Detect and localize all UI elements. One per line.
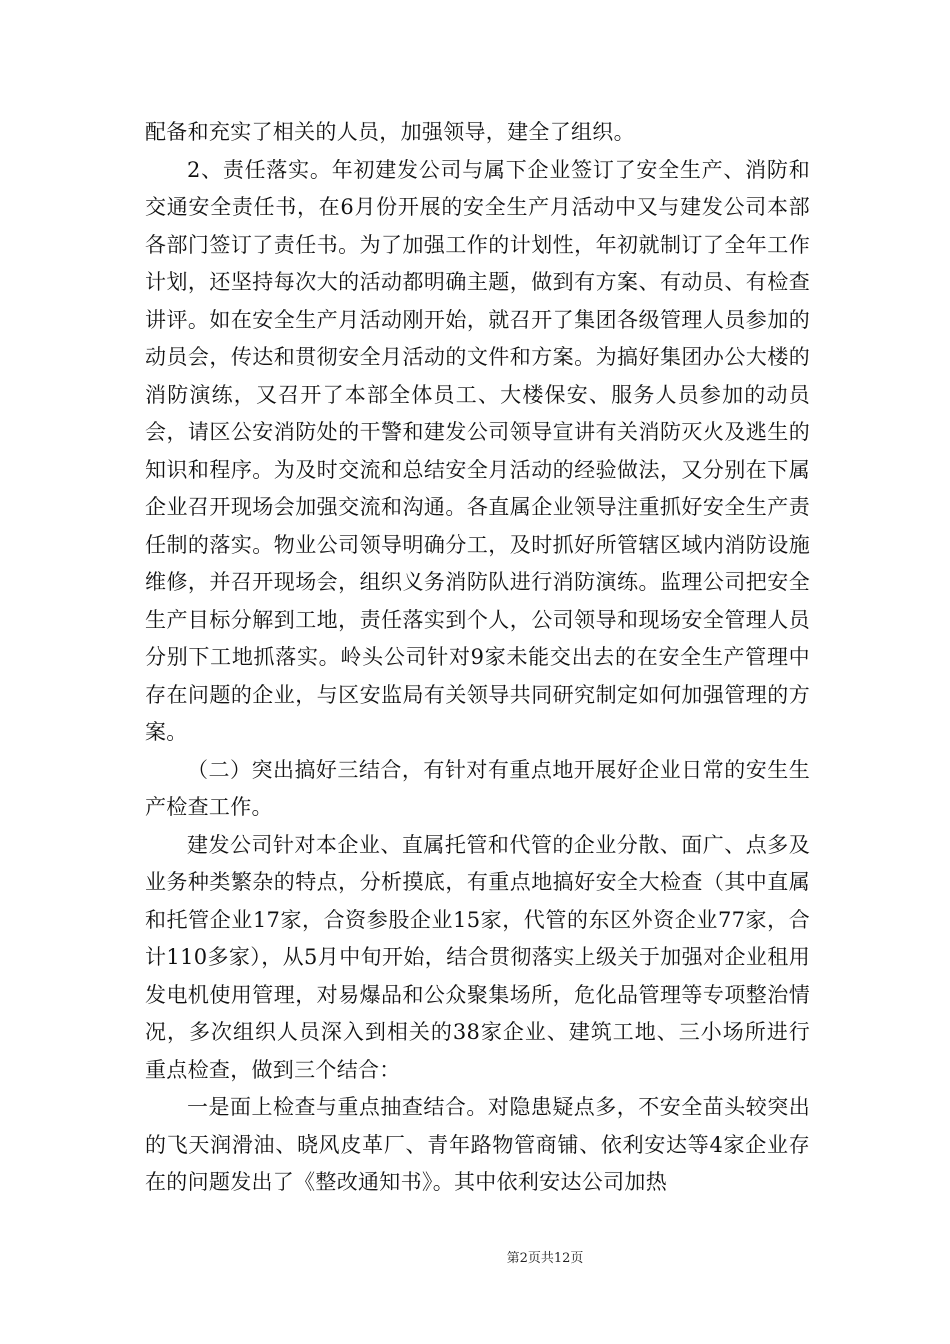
paragraph-4: 建发公司针对本企业、直属托管和代管的企业分散、面广、点多及业务种类繁杂的特点，分析摸底，有重点地搞好安全大检查（其中直属和托管企业17家，合资参股企业15家，代管的东区外资企业77家，合计110多家），从5月中旬开始，结合贯彻落实上级关于加强对企业租用发电机使用管理，对易爆品和公众聚集场所，危化品管理等专项整治情况，多次组织人员深入到相关的38家企业、建筑工地、三小场所进行重点检查，做到三个结合： xyxy=(145,832,810,1082)
paragraph-2: 2、责任落实。年初建发公司与属下企业签订了安全生产、消防和交通安全责任书，在6月份开展的安全生产月活动中又与建发公司本部各部门签订了责任书。为了加强工作的计划性，年初就制订了全年工作计划，还坚持每次大的活动都明确主题，做到有方案、有动员、有检查讲评。如在安全生产月活动刚开始，就召开了集团各级管理人员参加的动员会，传达和贯彻安全月活动的文件和方案。为搞好集团办公大楼的消防演练，又召开了本部全体员工、大楼保安、服务人员参加的动员会，请区公安消防处的干警和建发公司领导宣讲有关消防灭火及逃生的知识和程序。为及时交流和总结安全月活动的经验做法，又分别在下属企业召开现场会加强交流和沟通。各直属企业领导注重抓好安全生产责任制的落实。物业公司领导明确分工，及时抓好所管辖区域内消防设施维修，并召开现场会，组织义务消防队进行消防演练。监理公司把安全生产目标分解到工地，责任落实到个人，公司领导和现场安全管理人员分别下工地抓落实。岭头公司针对9家未能交出去的在安全生产管理中存在问题的企业，与区安监局有关领导共同研究制定如何加强管理的方案。 xyxy=(145,157,810,744)
page-footer: 第2页共12页 xyxy=(506,1251,584,1266)
paragraph-5: 一是面上检查与重点抽查结合。对隐患疑点多，不安全苗头较突出的飞天润滑油、晓风皮革厂、青年路物管商铺、依利安达等4家企业存在的问题发出了《整改通知书》。其中依利安达公司加热 xyxy=(145,1095,810,1194)
paragraph-3: （二）突出搞好三结合，有针对有重点地开展好企业日常的安生生产检查工作。 xyxy=(145,757,810,819)
document-body xyxy=(145,114,810,1202)
paragraph-1: 配备和充实了相关的人员，加强领导，建全了组织。 xyxy=(145,120,635,144)
